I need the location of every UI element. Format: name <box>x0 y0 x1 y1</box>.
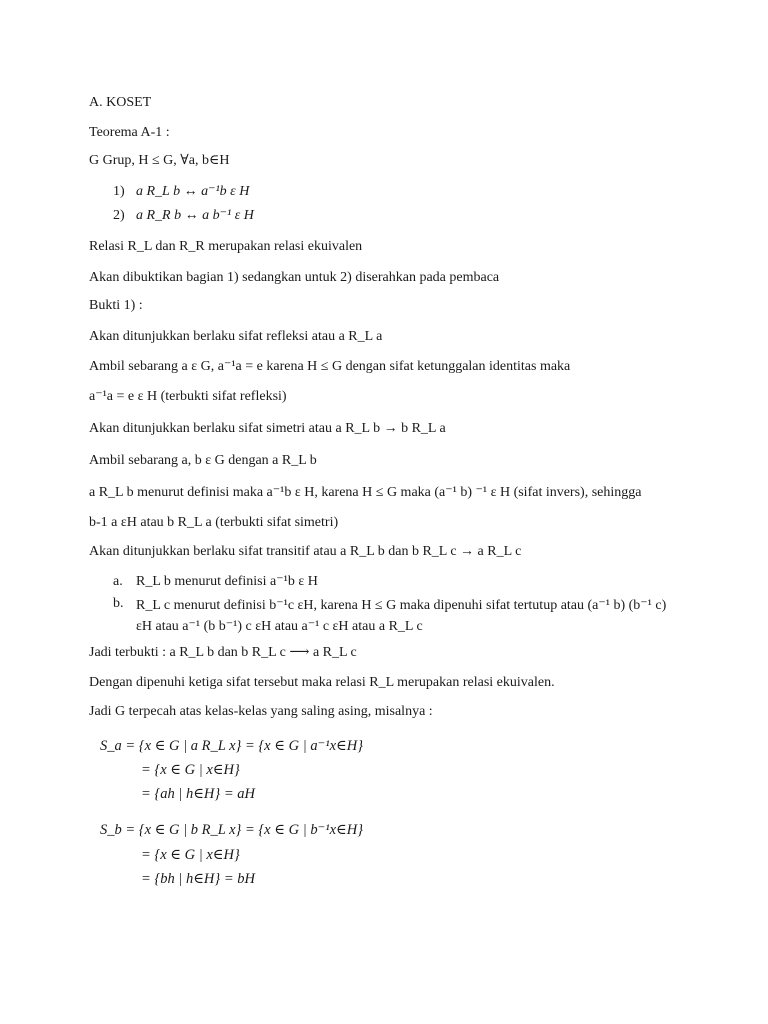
transitive-item: R_L c menurut definisi b⁻¹c εH, karena H ≤ G maka dipenuhi sifat tertutup atau (a⁻¹ b) (b⁻¹ c) εH atau a⁻¹ (b b⁻¹) c εH atau a⁻¹ c εH atau a R_L c <box>136 598 667 634</box>
partition-intro: Jadi G terpecah atas kelas-kelas yang saling asing, misalnya : <box>89 704 433 719</box>
symmetric-take: Ambil sebarang a, b ε G dengan a R_L b <box>89 453 317 468</box>
reflexive-conclusion: a⁻¹a = e ε H (terbukti sifat refleksi) <box>89 389 287 404</box>
claim-text: Relasi R_L dan R_R merupakan relasi ekuivalen <box>89 239 363 254</box>
coset-equation: = {x ∈ G | x∈H} <box>141 762 240 778</box>
statement-right-relation: a R_R b ↔ a b⁻¹ ε H <box>136 208 254 223</box>
theorem-hypothesis: G Grup, H ≤ G, ∀a, b∈H <box>89 153 230 168</box>
transitive-conclusion: Jadi terbukti : a R_L b dan b R_L c ⟶ a R_L c <box>89 645 357 660</box>
coset-equation: = {x ∈ G | x∈H} <box>141 847 240 863</box>
symmetric-goal: Akan ditunjukkan berlaku sifat simetri atau a R_L b → b R_L a <box>89 421 446 436</box>
statement-left-relation: a R_L b ↔ a⁻¹b ε H <box>136 184 250 199</box>
transitive-goal: Akan ditunjukkan berlaku sifat transitif atau a R_L b dan b R_L c → a R_L c <box>89 544 522 559</box>
reflexive-goal: Akan ditunjukkan berlaku sifat refleksi atau a R_L a <box>89 329 383 344</box>
section-heading: A. KOSET <box>89 95 152 110</box>
summary-text: Dengan dipenuhi ketiga sifat tersebut maka relasi R_L merupakan relasi ekuivalen. <box>89 675 555 690</box>
coset-equation: S_b = {x ∈ G | b R_L x} = {x ∈ G | b⁻¹x∈H} <box>100 822 364 838</box>
coset-equation: = {ah | h∈H} = aH <box>141 786 255 802</box>
symmetric-step: a R_L b menurut definisi maka a⁻¹b ε H, karena H ≤ G maka (a⁻¹ b) ⁻¹ ε H (sifat invers), sehingga <box>89 485 642 500</box>
coset-equation: = {bh | h∈H} = bH <box>141 871 255 887</box>
statement-number: 2) <box>113 208 125 223</box>
list-marker: b. <box>113 596 124 611</box>
transitive-item: R_L b menurut definisi a⁻¹b ε H <box>136 574 318 589</box>
proof-plan: Akan dibuktikan bagian 1) sedangkan untuk 2) diserahkan pada pembaca <box>89 270 500 285</box>
coset-equation: S_a = {x ∈ G | a R_L x} = {x ∈ G | a⁻¹x∈H} <box>100 738 364 754</box>
theorem-label: Teorema A-1 : <box>89 125 170 140</box>
statement-number: 1) <box>113 184 125 199</box>
reflexive-step: Ambil sebarang a ε G, a⁻¹a = e karena H ≤ G dengan sifat ketunggalan identitas maka <box>89 359 571 374</box>
proof-label: Bukti 1) : <box>89 298 143 313</box>
list-marker: a. <box>113 574 123 589</box>
symmetric-conclusion: b-1 a εH atau b R_L a (terbukti sifat simetri) <box>89 515 339 530</box>
